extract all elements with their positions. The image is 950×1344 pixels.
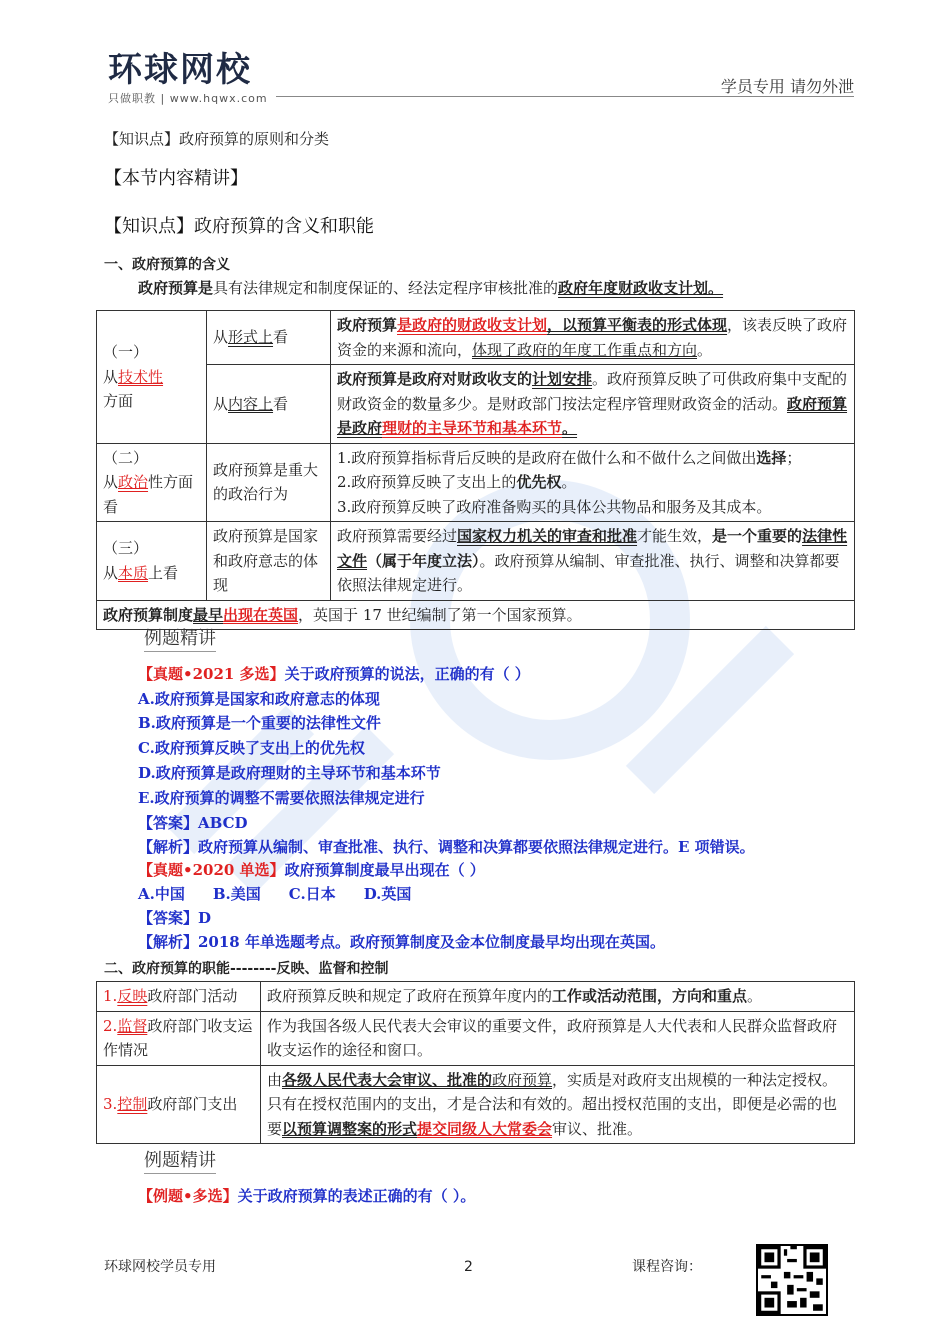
group3-sub: 政府预算是国家和政府意志的体现 [207,522,331,601]
table-row [97,982,855,1012]
table1-footer: 政府预算制度最早出现在英国，英国于 17 世纪编制了第一个国家预算。 [97,600,855,630]
def-body: 具有法律规定和制度保证的、经法定程序审核批准的 [213,279,559,297]
function1-label: 1.反映政府部门活动 [97,982,261,1012]
example1-title: 例题精讲 [144,628,216,652]
def-key: 政府年度财政收支计划。 [558,279,724,297]
group2-label: （二） 从政治性方面看 [97,443,207,522]
q1-option-c: C.政府预算反映了支出上的优先权 [138,739,365,757]
logo-tagline: 只做职教 | www.hqwx.com [108,92,268,105]
q1-analysis: 【解析】政府预算从编制、审查批准、执行、调整和决算都要依照法律规定进行。E 项错误。 [138,838,755,856]
q1-option-e: E.政府预算的调整不需要依照法律规定进行 [138,789,425,807]
def-term: 政府预算是 [138,279,214,297]
header-notice: 学员专用 请勿外泄 [720,77,854,96]
function2-label: 2.监督政府部门收支运作情况 [97,1011,261,1065]
function3-content: 由各级人民代表大会审议、批准的政府预算，实质是对政府支出规模的一种法定授权。只有在授权范围内的支出，才是合法和有效的。超出授权范围的支出，即便是必需的也要以预算调整案的形式提交同级人大常委会审议、批准。 [261,1065,855,1144]
table-row [97,1011,855,1065]
group1-label: （一） 从技术性 方面 [97,311,207,444]
logo-text: 环球网校 [108,50,252,90]
group1-row1-content: 政府预算是政府的财政收支计划，以预算平衡表的形式体现，该表反映了政府资金的来源和流向，体现了政府的年度工作重点和方向。 [331,311,855,365]
table-row [97,365,855,444]
page-number: 2 [464,1259,473,1275]
part1-definition [138,277,723,299]
table-row [97,311,855,365]
q2-stem: 【真题•2020 单选】政府预算制度最早出现在（ ） [138,861,485,879]
header-divider [276,96,854,97]
group3-content: 政府预算需要经过国家权力机关的审查和批准才能生效，是一个重要的法律性文件（属于年度立法）。政府预算从编制、审查批准、执行、调整和决算都要依照法律规定进行。 [331,522,855,601]
table-row [97,1065,855,1144]
function3-label: 3.控制政府部门支出 [97,1065,261,1144]
example2-title: 例题精讲 [144,1150,216,1174]
brand-logo [108,52,268,106]
q1-stem: 【真题•2021 多选】关于政府预算的说法，正确的有（ ） [138,665,530,683]
example2-question: 【例题•多选】关于政府预算的表述正确的有（ ）。 [138,1187,476,1205]
topic-line: 【知识点】政府预算的原则和分类 [104,130,330,148]
qr-code-icon[interactable] [756,1244,828,1316]
table-row [97,600,855,630]
q2-options: A.中国 B.美国 C.日本 D.英国 [138,885,412,903]
footer-left: 环球网校学员专用 [104,1259,216,1275]
group1-row2-content: 政府预算是政府对财政收支的计划安排。政府预算反映了可供政府集中支配的财政资金的数量多少。是财政部门按法定程序管理财政资金的活动。政府预算是政府理财的主导环节和基本环节。 [331,365,855,444]
footer-consult: 课程咨询： [632,1259,702,1275]
group2-content: 1.政府预算指标背后反映的是政府在做什么和不做什么之间做出选择； 2.政府预算反映了支出上的优先权。 3.政府预算反映了政府准备购买的具体公共物品和服务及其成本。 [331,443,855,522]
q1-option-b: B.政府预算是一个重要的法律性文件 [138,714,381,732]
group2-sub: 政府预算是重大的政治行为 [207,443,331,522]
knowledge-heading: 【知识点】政府预算的含义和职能 [104,216,374,237]
q1-answer: 【答案】ABCD [138,814,248,832]
function1-content: 政府预算反映和规定了政府在预算年度内的工作或活动范围，方向和重点。 [261,982,855,1012]
group1-row2-sub: 从内容上看 [207,365,331,444]
section-heading: 【本节内容精讲】 [104,168,248,189]
q2-answer: 【答案】D [138,909,212,927]
part1-title: 一、政府预算的含义 [104,257,230,273]
budget-meaning-table [96,310,855,630]
budget-function-table [96,981,855,1144]
group3-label: （三） 从本质上看 [97,522,207,601]
part2-title: 二、政府预算的职能--------反映、监督和控制 [104,961,389,977]
table-row [97,443,855,522]
table-row [97,522,855,601]
q2-analysis: 【解析】2018 年单选题考点。政府预算制度及金本位制度最早均出现在英国。 [138,933,665,951]
q1-option-d: D.政府预算是政府理财的主导环节和基本环节 [138,764,441,782]
group1-row1-sub: 从形式上看 [207,311,331,365]
function2-content: 作为我国各级人民代表大会审议的重要文件，政府预算是人大代表和人民群众监督政府收支运作的途径和窗口。 [261,1011,855,1065]
q1-option-a: A.政府预算是国家和政府意志的体现 [138,690,380,708]
